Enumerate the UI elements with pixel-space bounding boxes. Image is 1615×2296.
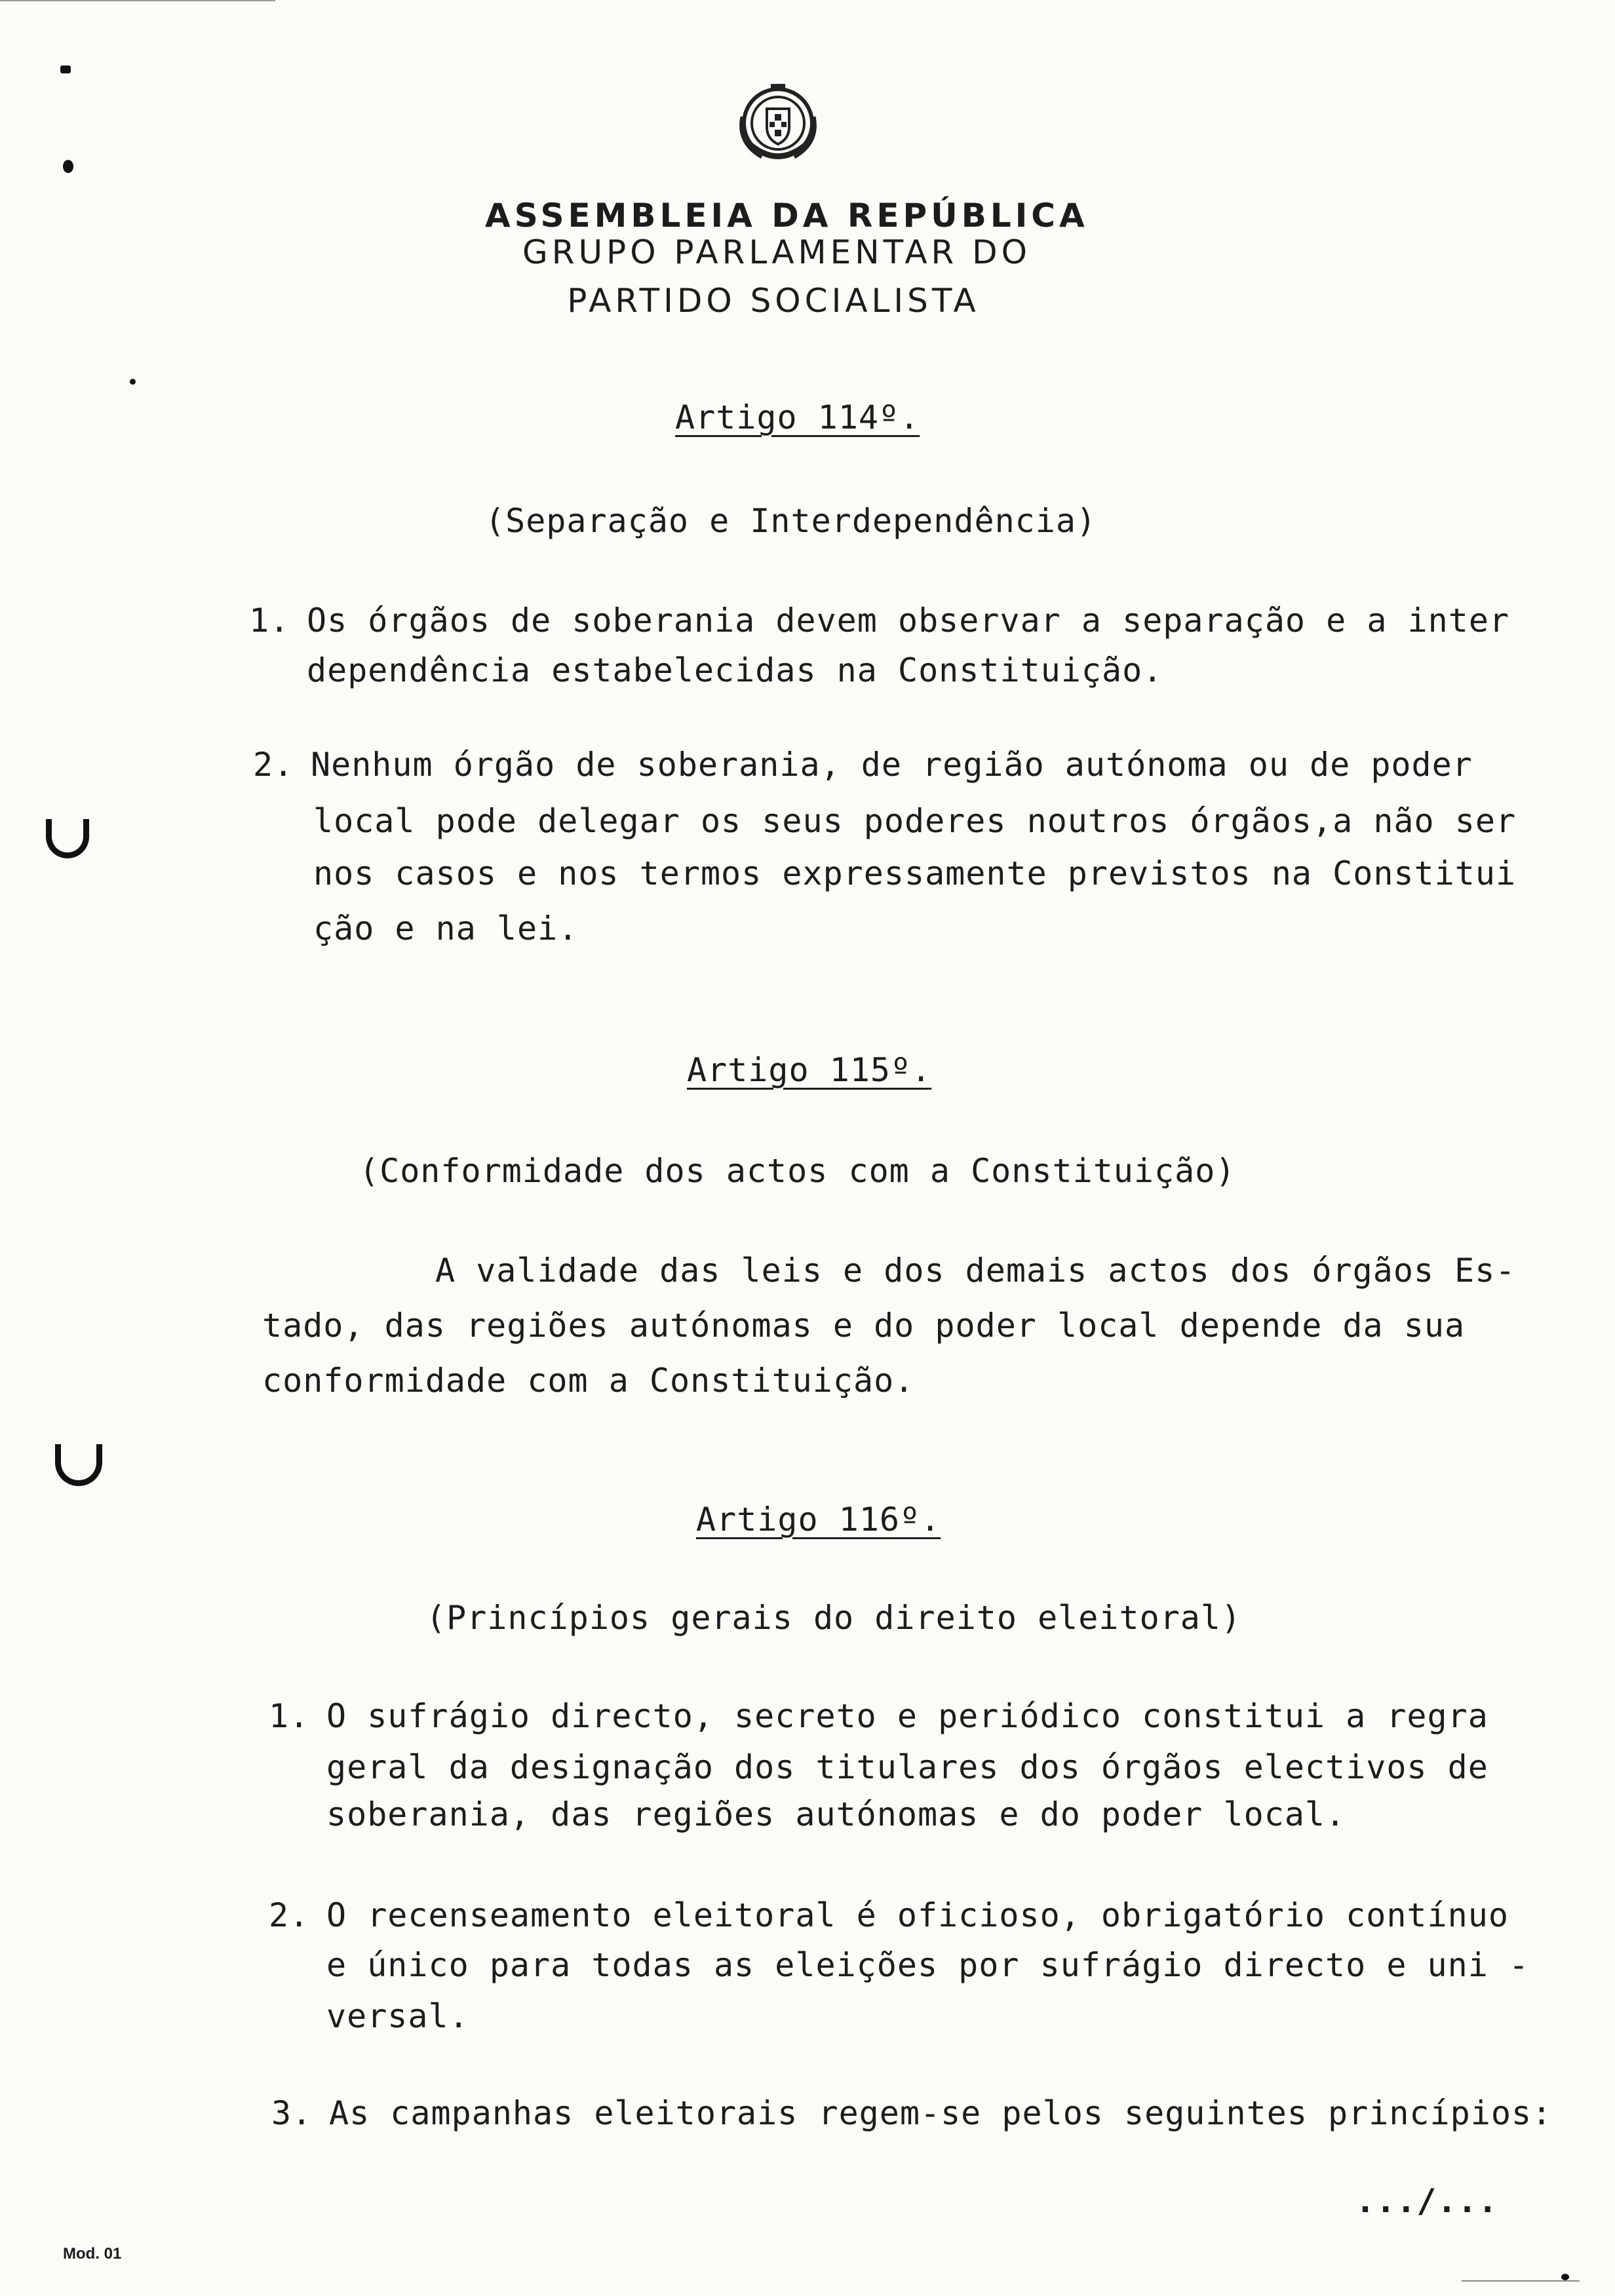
paragraph-line: e único para todas as eleições por sufrágio directo e uni -: [326, 1946, 1530, 1984]
punch-hole-mark-lower: [55, 1444, 102, 1486]
article-114-subtitle: (Separação e Interdependência): [485, 502, 1097, 540]
form-code: Mod. 01: [63, 2245, 122, 2263]
paragraph-line: versal.: [326, 1997, 469, 2035]
continuation-marker: .../...: [1355, 2182, 1498, 2220]
coat-of-arms-icon: [729, 77, 827, 176]
group-heading-line2: PARTIDO SOCIALISTA: [567, 282, 980, 320]
paragraph-line: As campanhas eleitorais regem-se pelos seguintes princípios:: [329, 2094, 1553, 2132]
paragraph-line: geral da designação dos titulares dos órgãos electivos de: [326, 1748, 1489, 1786]
paragraph-line: soberania, das regiões autónomas e do poder local.: [326, 1795, 1346, 1833]
paragraph-number: 3.: [271, 2094, 313, 2132]
paragraph-line: Os órgãos de soberania devem observar a separação e a inter: [307, 602, 1510, 640]
paragraph-line: Nenhum órgão de soberania, de região autónoma ou de poder: [311, 746, 1473, 784]
paragraph-line: O recenseamento eleitoral é oficioso, obrigatório contínuo: [326, 1896, 1509, 1934]
paragraph-number: 2.: [253, 746, 294, 784]
paragraph-line: dependência estabelecidas na Constituição.: [307, 651, 1163, 689]
article-116-title: Artigo 116º.: [696, 1501, 941, 1539]
punch-hole-mark-upper: [46, 819, 89, 858]
margin-mark-top: [60, 66, 71, 73]
paragraph-line: O sufrágio directo, secreto e periódico constitui a regra: [326, 1697, 1489, 1735]
group-heading-line1: GRUPO PARLAMENTAR DO: [522, 233, 1032, 271]
paragraph-number: 2.: [269, 1896, 310, 1934]
article-115-subtitle: (Conformidade dos actos com a Constituição): [359, 1152, 1236, 1190]
paragraph-line: tado, das regiões autónomas e do poder local depende da sua: [262, 1307, 1466, 1345]
paragraph-line: local pode delegar os seus poderes noutros órgãos,a não ser: [313, 802, 1517, 840]
paragraph-number: 1.: [249, 602, 290, 640]
paragraph-line: nos casos e nos termos expressamente previstos na Constitui: [313, 854, 1517, 892]
paragraph-number: 1.: [269, 1697, 310, 1735]
paragraph-line: A validade das leis e dos demais actos dos órgãos Es-: [435, 1252, 1516, 1290]
bottom-rule: [1462, 2280, 1580, 2282]
top-rule: [0, 0, 275, 1]
paragraph-line: ção e na lei.: [313, 909, 579, 947]
article-115-title: Artigo 115º.: [687, 1051, 932, 1089]
margin-mark-dot: [63, 160, 73, 173]
article-114-title: Artigo 114º.: [675, 398, 920, 436]
paragraph-line: conformidade com a Constituição.: [262, 1362, 915, 1400]
article-116-subtitle: (Princípios gerais do direito eleitoral): [426, 1599, 1242, 1637]
margin-mark-bottom: [1561, 2274, 1569, 2280]
margin-mark-small: [130, 379, 136, 385]
institution-heading: ASSEMBLEIA DA REPÚBLICA: [485, 197, 1089, 235]
